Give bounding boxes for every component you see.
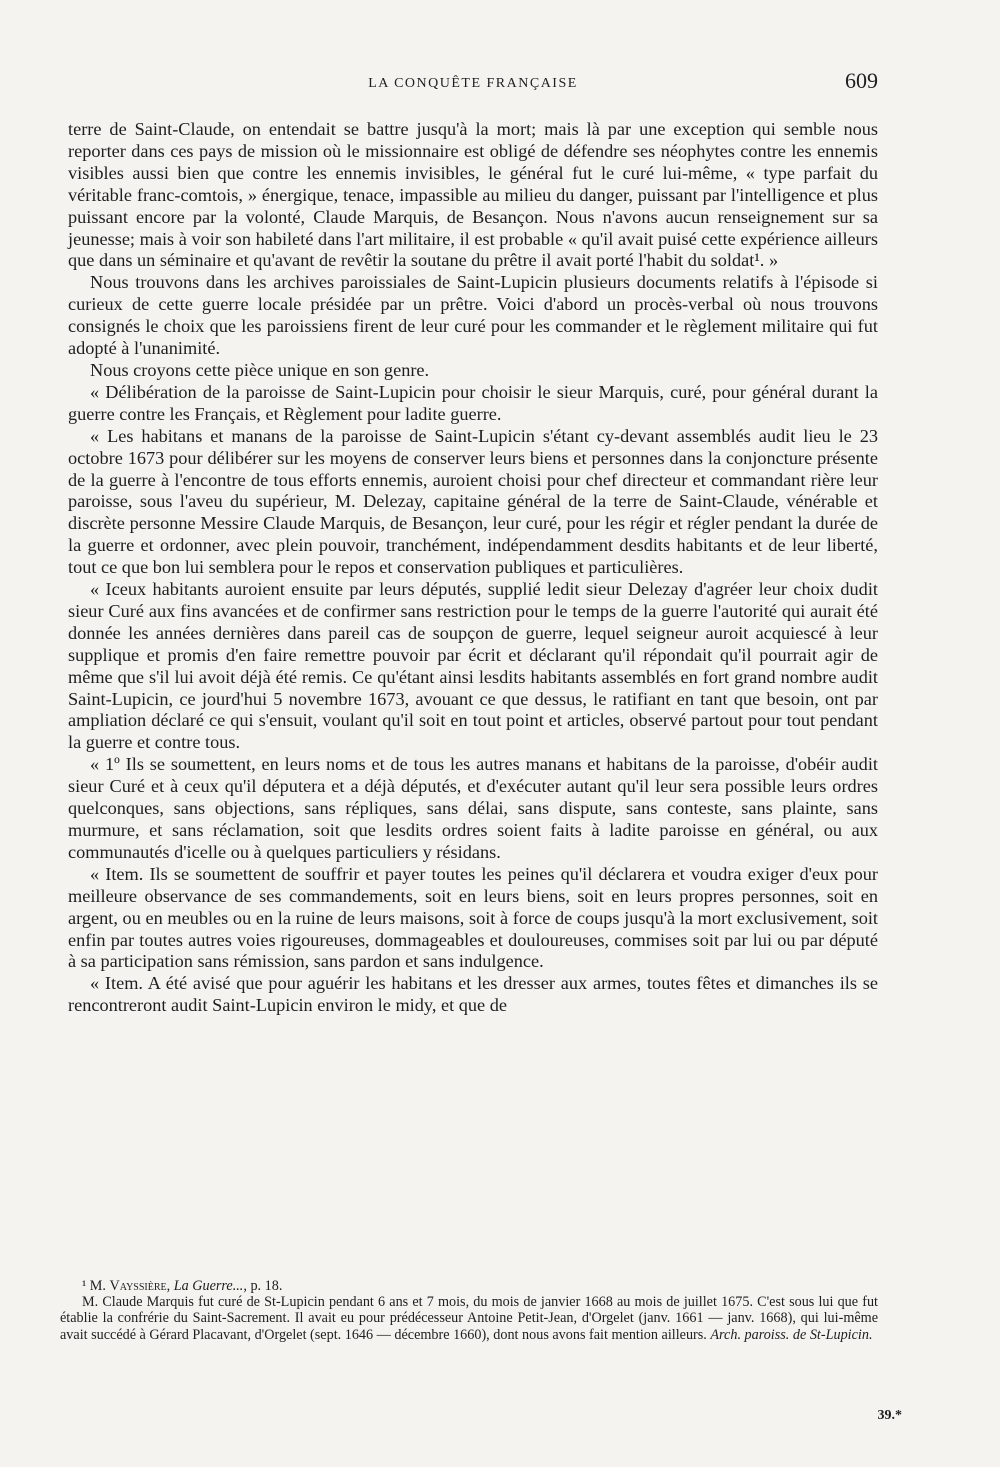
- paragraph: « Délibération de la paroisse de Saint-Lupicin pour choisir le sieur Marquis, curé, pour général durant la guerre contre les Français, et Règlement pour ladite guerre.: [68, 381, 878, 424]
- signature-mark: 39.*: [877, 1408, 902, 1423]
- paragraph: « Item. A été avisé que pour aguérir les habitans et les dresser aux armes, toutes fêtes et dimanches ils se rencontreront audit Saint-Lupicin environ le midy, et que de: [68, 973, 878, 1016]
- running-head: [68, 68, 878, 104]
- footnote-text: M. Claude Marquis fut curé de St-Lupicin pendant 6 ans et 7 mois, du mois de janvier 1668 au mois de juillet 1675. C'est sous lui que fut établie la confrérie du Saint-Sacrement. Il avait eu pour prédécesseur Antoine Petit-Jean, d'Orgelet (janv. 1661 — janv. 1668), qui lui-même avait succédé à Gérard Placavant, d'Orgelet (sept. 1646 — décembre 1660), dont nous avons fait mention ailleurs.: [60, 1294, 878, 1343]
- paragraph: « Les habitans et manans de la paroisse de Saint-Lupicin s'étant cy-devant assemblés audit lieu le 23 octobre 1673 pour délibérer sur les moyens de conserver leurs biens et personnes dans la conjoncture présente de la guerre à l'encontre de tous efforts ennemis, auroient choisi pour chef directeur et commandant rière leur paroisse, sous l'aveu du supérieur, M. Delezay, capitaine général de la terre de Saint-Claude, vénérable et discrète personne Messire Claude Marquis, de Besançon, leur curé, pour les régir et régler pendant la durée de la guerre et ordonner, avec plein pouvoir, tranchément, indépendamment desdits habitants et de leur liberté, tout ce que bon lui semblera pour le repos et conservation publiques et particulières.: [68, 425, 878, 578]
- footnote-source: Arch. paroiss. de St-Lupicin.: [710, 1326, 873, 1343]
- footnotes: [60, 1278, 878, 1343]
- footnote-2: [60, 1294, 878, 1343]
- footnote-1: ¹ M. Vayssière, La Guerre..., p. 18.: [82, 1278, 283, 1294]
- body-text: [68, 119, 878, 1017]
- footnote-author: Vayssière: [109, 1278, 167, 1294]
- paragraph: Nous trouvons dans les archives paroissiales de Saint-Lupicin plusieurs documents relatifs à l'épisode si curieux de cette guerre locale présidée par un prêtre. Voici d'abord un procès-verbal où nous trouvons consignés le choix que les paroissiens firent de leur curé pour les commander et le règlement militaire qui fut adopté à l'unanimité.: [68, 272, 878, 359]
- paragraph: « 1º Ils se soumettent, en leurs noms et de tous les autres manans et habitans de la paroisse, d'obéir audit sieur Curé et à ceux qu'il députera et a déjà députés, et d'exécuter autant qu'il leur sera possible leurs ordres quelconques, sans objections, sans répliques, sans délai, sans dispute, sans conteste, sans plainte, sans murmure, et sans réclamation, soit que lesdits ordres soient faits à ladite paroisse en général, ou aux communautés d'icelle ou à quelques particuliers y résidans.: [68, 754, 878, 862]
- footnote-page: , p. 18.: [243, 1278, 283, 1294]
- footnote-mark: ¹ M.: [82, 1278, 106, 1294]
- footnote-title: La Guerre...: [173, 1278, 244, 1294]
- page-number: 609: [845, 68, 878, 93]
- running-title: LA CONQUÊTE FRANÇAISE: [368, 76, 578, 91]
- paragraph: « Item. Ils se soumettent de souffrir et payer toutes les peines qu'il déclarera et voudra exiger d'eux pour meilleure observance de ses commandements, soit en leurs biens, soit en leurs propres personnes, soit en argent, ou en meubles ou en la ruine de leurs maisons, soit à force de coups jusqu'à la mort exclusivement, soit enfin par toutes autres voies rigoureuses, dommageables et douloureuses, commises soit par lui ou par député à sa participation sans rémission, sans pardon et sans indulgence.: [68, 863, 878, 972]
- paragraph: terre de Saint-Claude, on entendait se battre jusqu'à la mort; mais là par une exception qui semble nous reporter dans ces pays de mission où le missionnaire est obligé de défendre ses néophytes contre les ennemis visibles aussi bien que contre les ennemis invisibles, le général fut le curé lui-même, « type parfait du véritable franc-comtois, » énergique, tenace, impassible au milieu du danger, puissant par l'intelligence et plus puissant encore par la volonté, Claude Marquis, de Besançon. Nous n'avons aucun renseignement sur sa jeunesse; mais à voir son habileté dans l'art militaire, il est probable « qu'il avait puisé cette expérience ailleurs que dans un séminaire et qu'avant de revêtir la soutane du prêtre il avait porté l'habit du soldat¹. »: [68, 119, 878, 271]
- paragraph: Nous croyons cette pièce unique en son genre.: [90, 359, 430, 380]
- paragraph: « Iceux habitants auroient ensuite par leurs députés, supplié ledit sieur Delezay d'agréer leur choix dudit sieur Curé aux fins avancées et de confirmer sans restriction pour le temps de la guerre l'autorité qui aurait été donnée les années dernières dans pareil cas de soupçon de guerre, lequel seigneur auroit acquiescé à leur supplique et promis d'en faire remettre pouvoir par écrit et déclarant qu'il répondait qu'il pourrait agir de même que s'il lui avoit déjà été remis. Ce qu'étant ainsi lesdits habitants assemblés en fort grand nombre audit Saint-Lupicin, ce jourd'hui 5 novembre 1673, avouant ce que dessus, le ratifiant en tant que besoin, ont par ampliation déclaré ce qui s'ensuit, voulant qu'il soit en tout point et articles, observé partout pour tout pendant la guerre et contre tous.: [68, 579, 878, 753]
